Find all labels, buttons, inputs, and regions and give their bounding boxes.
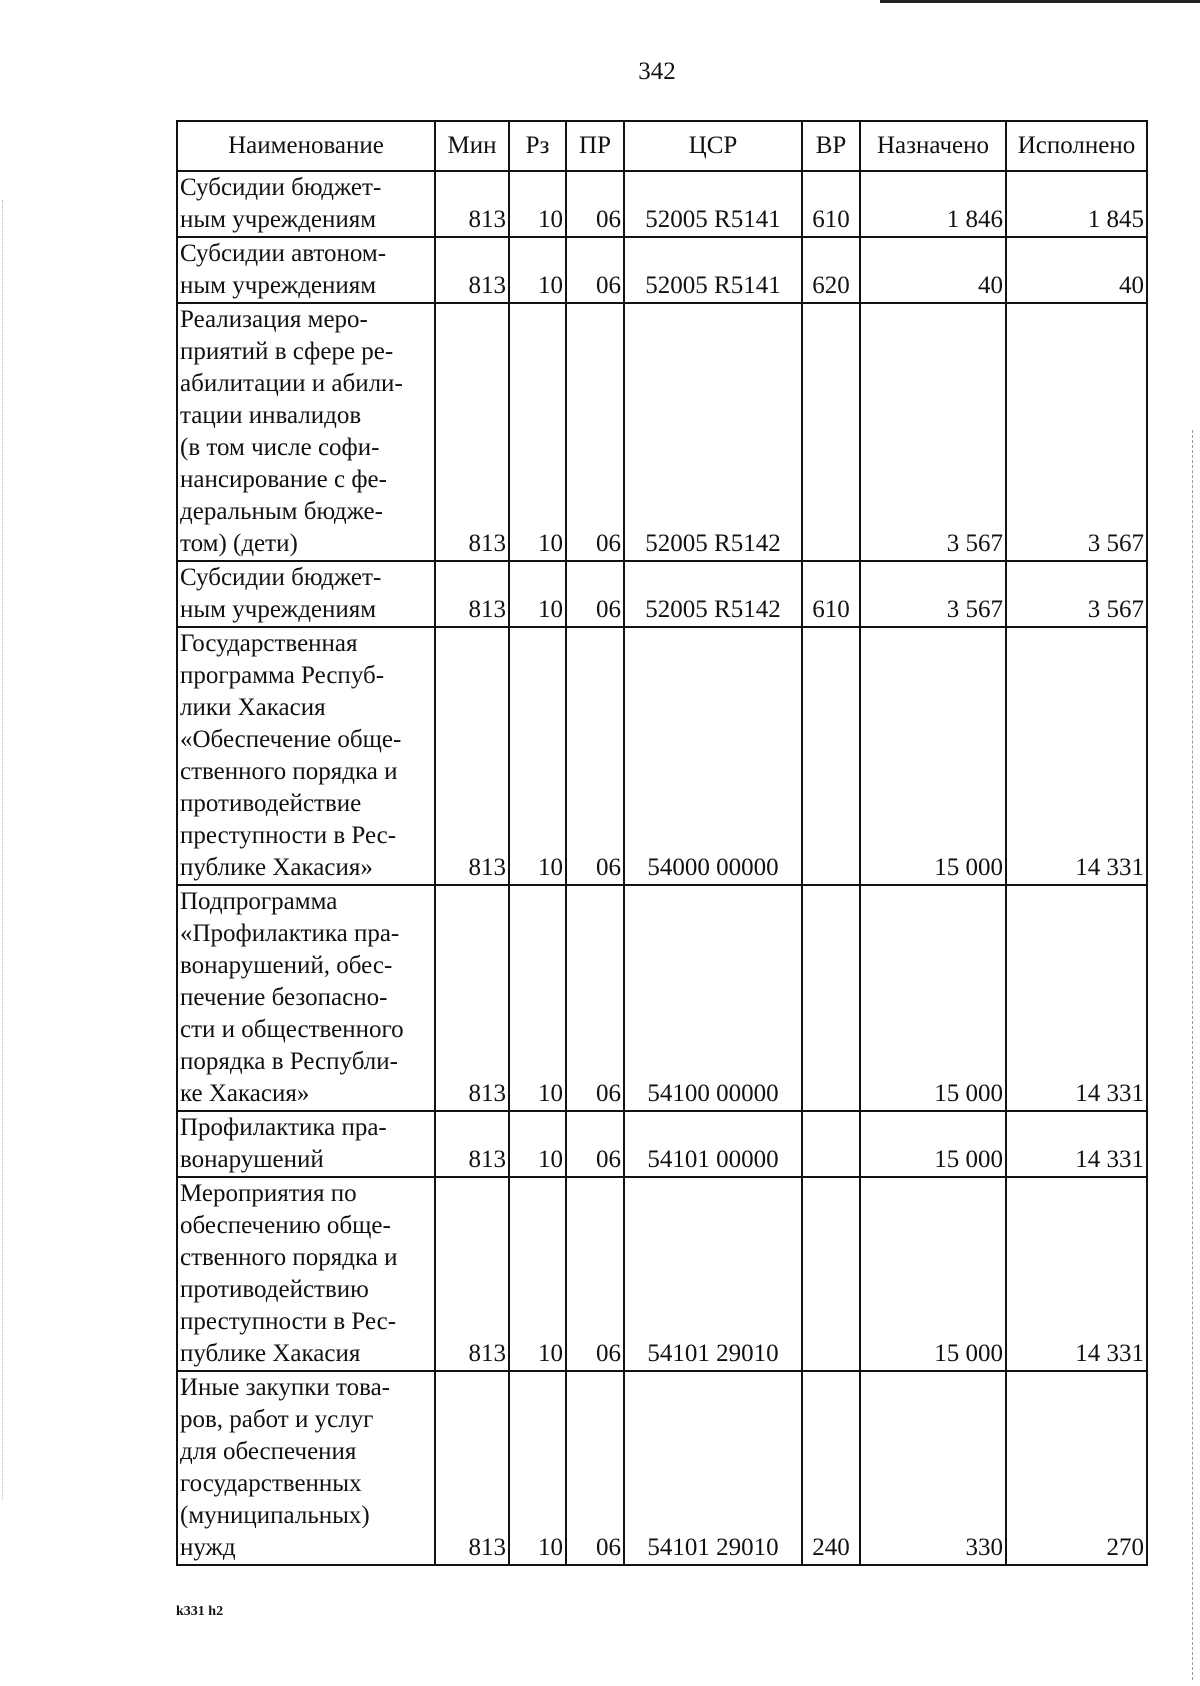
table-row	[177, 1177, 1147, 1371]
cell-assigned: 330	[860, 1371, 1006, 1565]
cell-pr: 06	[566, 627, 624, 885]
header-executed: Исполнено	[1006, 121, 1147, 171]
cell-name: Субсидии бюджет- ным учреждениям	[177, 561, 435, 627]
cell-assigned: 15 000	[860, 885, 1006, 1111]
page-number: 342	[638, 58, 676, 85]
cell-name: Реализация меро- приятий в сфере ре- абилитации и абили- тации инвалидов (в том числе софи- нансирование с фе- деральным бюдже- том) (дети)	[177, 303, 435, 561]
header-assigned: Назначено	[860, 121, 1006, 171]
cell-executed: 3 567	[1006, 561, 1147, 627]
cell-min: 813	[435, 561, 509, 627]
cell-csr: 52005 R5141	[624, 171, 802, 237]
cell-pr: 06	[566, 171, 624, 237]
cell-assigned: 40	[860, 237, 1006, 303]
cell-executed: 14 331	[1006, 627, 1147, 885]
cell-rz: 10	[509, 1111, 566, 1177]
header-vr: ВР	[802, 121, 860, 171]
cell-vr	[802, 885, 860, 1111]
cell-rz: 10	[509, 1371, 566, 1565]
cell-csr: 54000 00000	[624, 627, 802, 885]
table-row	[177, 561, 1147, 627]
cell-csr: 52005 R5142	[624, 561, 802, 627]
right-scan-edge	[1192, 430, 1193, 1680]
cell-executed: 3 567	[1006, 303, 1147, 561]
table-row	[177, 1371, 1147, 1565]
header-csr: ЦСР	[624, 121, 802, 171]
cell-rz: 10	[509, 237, 566, 303]
cell-min: 813	[435, 303, 509, 561]
cell-min: 813	[435, 885, 509, 1111]
cell-rz: 10	[509, 561, 566, 627]
cell-rz: 10	[509, 627, 566, 885]
cell-name: Субсидии автоном- ным учреждениям	[177, 237, 435, 303]
table-row	[177, 303, 1147, 561]
cell-pr: 06	[566, 885, 624, 1111]
cell-vr: 610	[802, 561, 860, 627]
cell-executed: 1 845	[1006, 171, 1147, 237]
cell-min: 813	[435, 171, 509, 237]
cell-assigned: 3 567	[860, 303, 1006, 561]
cell-name: Иные закупки това- ров, работ и услуг для обеспечения государственных (муниципальных) нужд	[177, 1371, 435, 1565]
cell-min: 813	[435, 237, 509, 303]
cell-assigned: 3 567	[860, 561, 1006, 627]
cell-executed: 14 331	[1006, 885, 1147, 1111]
cell-min: 813	[435, 1111, 509, 1177]
cell-name: Государственная программа Респуб- лики Хакасия «Обеспечение обще- ственного порядка и противодействие преступности в Рес- публике Хакасия»	[177, 627, 435, 885]
cell-min: 813	[435, 1177, 509, 1371]
cell-name: Подпрограмма «Профилактика пра- вонарушений, обес- печение безопасно- сти и общественного порядка в Республи- ке Хакасия»	[177, 885, 435, 1111]
header-name: Наименование	[177, 121, 435, 171]
cell-name: Субсидии бюджет- ным учреждениям	[177, 171, 435, 237]
budget-table	[176, 120, 1148, 1566]
cell-min: 813	[435, 1371, 509, 1565]
cell-vr	[802, 1111, 860, 1177]
cell-pr: 06	[566, 561, 624, 627]
cell-vr	[802, 1177, 860, 1371]
header-rz: Рз	[509, 121, 566, 171]
header-min: Мин	[435, 121, 509, 171]
table-row	[177, 885, 1147, 1111]
cell-rz: 10	[509, 171, 566, 237]
top-edge-rule	[880, 0, 1200, 3]
cell-pr: 06	[566, 237, 624, 303]
cell-assigned: 15 000	[860, 1177, 1006, 1371]
cell-pr: 06	[566, 1371, 624, 1565]
cell-vr: 620	[802, 237, 860, 303]
cell-assigned: 15 000	[860, 1111, 1006, 1177]
cell-csr: 54101 29010	[624, 1177, 802, 1371]
cell-rz: 10	[509, 885, 566, 1111]
cell-pr: 06	[566, 303, 624, 561]
cell-csr: 54101 00000	[624, 1111, 802, 1177]
cell-vr	[802, 303, 860, 561]
table-row	[177, 627, 1147, 885]
table-row	[177, 237, 1147, 303]
cell-vr	[802, 627, 860, 885]
cell-csr: 52005 R5142	[624, 303, 802, 561]
cell-csr: 52005 R5141	[624, 237, 802, 303]
table-row	[177, 1111, 1147, 1177]
cell-rz: 10	[509, 1177, 566, 1371]
cell-assigned: 1 846	[860, 171, 1006, 237]
cell-executed: 14 331	[1006, 1111, 1147, 1177]
footer-code: k331 h2	[176, 1604, 224, 1619]
cell-name: Мероприятия по обеспечению обще- ственного порядка и противодействию преступности в Рес- публике Хакасия	[177, 1177, 435, 1371]
cell-executed: 14 331	[1006, 1177, 1147, 1371]
cell-executed: 270	[1006, 1371, 1147, 1565]
cell-assigned: 15 000	[860, 627, 1006, 885]
header-pr: ПР	[566, 121, 624, 171]
cell-csr: 54101 29010	[624, 1371, 802, 1565]
cell-min: 813	[435, 627, 509, 885]
cell-csr: 54100 00000	[624, 885, 802, 1111]
cell-vr: 610	[802, 171, 860, 237]
cell-pr: 06	[566, 1177, 624, 1371]
left-scan-edge	[2, 200, 3, 1500]
table-row	[177, 171, 1147, 237]
cell-vr: 240	[802, 1371, 860, 1565]
table-body	[177, 171, 1147, 1565]
cell-name: Профилактика пра- вонарушений	[177, 1111, 435, 1177]
cell-executed: 40	[1006, 237, 1147, 303]
cell-rz: 10	[509, 303, 566, 561]
cell-pr: 06	[566, 1111, 624, 1177]
header-row	[177, 121, 1147, 171]
